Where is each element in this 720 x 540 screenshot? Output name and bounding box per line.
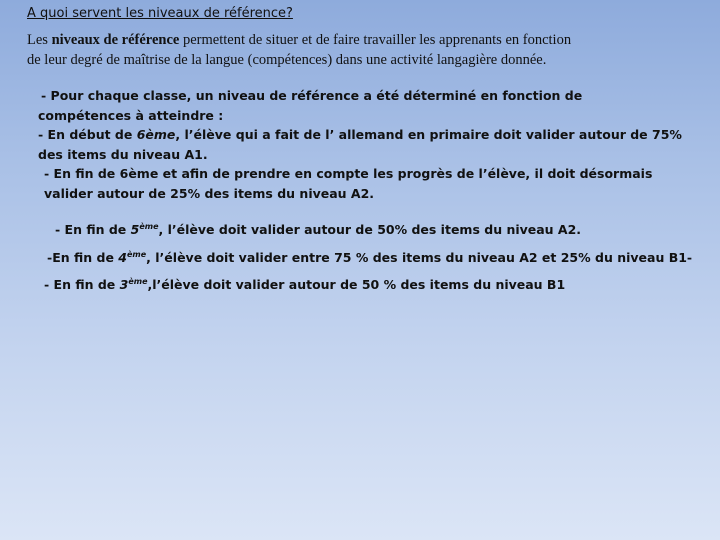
bullet-fourth-pre: -En fin de	[47, 250, 119, 265]
bullet-class-levels-line1: - Pour chaque classe, un niveau de référence a été déterminé en fonction de	[41, 88, 583, 103]
bullet-fourth-sup: ème	[126, 249, 147, 259]
bullet-sixth-end-line2: valider autour de 25% des items du niveau A2.	[44, 185, 375, 201]
bullet-fourth-num: 4	[118, 250, 127, 265]
bullet-sixth-start-post: , l’élève qui a fait de l’ allemand en primaire doit valider autour de 75%	[175, 127, 682, 142]
bullet-third-end	[44, 275, 565, 295]
bullet-fifth-pre: - En fin de	[55, 222, 131, 237]
bullet-fifth-num: 5	[130, 222, 140, 237]
page-title: A quoi servent les niveaux de référence?	[27, 6, 293, 21]
bullet-fourth-end	[47, 248, 692, 268]
bullet-fifth-end	[55, 220, 581, 240]
bullet-third-post: ,l’élève doit valider autour de 50 % des items du niveau B1	[147, 277, 566, 292]
bullet-third-sup: ème	[128, 276, 148, 286]
bullet-fourth-post: , l’élève doit valider entre 75 % des items du niveau A2 et 25% du niveau B1-	[146, 250, 693, 265]
bullet-third-pre: - En fin de	[44, 277, 120, 292]
intro-text-2: permettent de situer et de faire travailler les apprenants en fonction	[179, 32, 572, 48]
bullet-sixth-start-em: 6ème	[136, 127, 176, 142]
bullet-class-levels-line2: compétences à atteindre :	[38, 107, 224, 123]
bullet-sixth-end-line1: - En fin de 6ème et afin de prendre en compte les progrès de l’élève, il doit désormais	[44, 166, 653, 181]
bullet-class-levels	[38, 86, 682, 203]
bullet-sixth-start-line2: des items du niveau A1.	[38, 146, 208, 162]
bullet-third-num: 3	[119, 277, 129, 292]
intro-text-1: Les	[27, 32, 52, 48]
intro-paragraph	[27, 30, 667, 70]
bullet-fifth-sup: ème	[139, 221, 159, 231]
bullet-sixth-start-line1	[38, 125, 682, 145]
bullet-fifth-post: , l’élève doit valider autour de 50% des items du niveau A2.	[158, 222, 582, 237]
bullet-sixth-start-pre: - En début de	[38, 127, 137, 142]
intro-text-3: de leur degré de maîtrise de la langue (compétences) dans une activité langagière donnée.	[27, 52, 547, 68]
intro-bold-term: niveaux de référence	[51, 32, 180, 48]
